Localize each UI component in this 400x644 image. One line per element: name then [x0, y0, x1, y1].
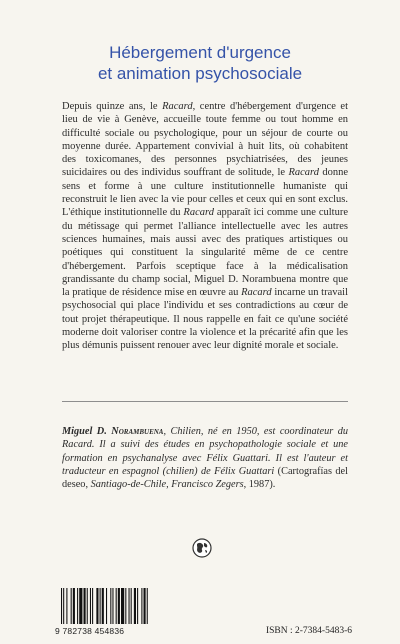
author-bio-work: (Cartografías del deseo,: [62, 465, 348, 491]
book-title-line2: et animation psychosociale: [97, 64, 303, 83]
isbn-number: ISBN : 2-7384-5483-6: [265, 626, 352, 636]
author-bio: [62, 425, 348, 491]
author-bio-publisher: Santiago-de-Chile, Francisco Zegers: [90, 479, 244, 491]
blurb-text: apparaît ici comme une culture du métissage qui permet l'alliance intellectuelle avec les autres sciences humaines, mais aussi avec des pratiques artistiques ou poétiques qui constituent la singularité même de ce centre d'hébergement. Parfois sceptique face à la médicalisation grandissante du champ social, Miguel D. Norambuena montre que la pratique de résidence mise en œuvre au: [62, 207, 348, 299]
blurb-emphasis: Racard: [183, 207, 214, 219]
book-title-line1: Hébergement d'urgence: [109, 43, 291, 62]
separator-rule: [62, 401, 348, 402]
blurb-emphasis: Racard: [241, 287, 272, 299]
blurb-emphasis: Racard: [288, 167, 319, 179]
blurb-text: , centre d'hébergement d'urgence et lieu de vie à Genève, accueille toute femme ou tout homme en difficulté sociale ou psychologique, pour un séjour de courte ou moyenne durée. Appartement convivial à huit lits, où cohabitent des toxicomanes, des personnes psychiatrisées, des jeunes suicidaires ou des individus souffrant de solitude, le: [62, 101, 349, 179]
author-bio-text: , Chilien, né en 1950, est coordinateur du Racard. Il a suivi des études en psychopathologie sociale et une formation en psychanalyse avec Félix Guattari. Il est l'auteur et traducteur en espagnol (chilien) de Félix Guattari: [62, 426, 348, 477]
blurb-text: incarne un travail psychosocial qui place l'individu et ses contradictions au cœur de tout projet thérapeutique. Il nous rappelle en fait ce qu'une société moderne doit valoriser contre la violence et la précarité afin que les plus démunis puissent renouer avec leur dignité morale et sociale.: [62, 287, 348, 352]
blurb-emphasis: Racard: [162, 101, 193, 112]
publisher-logo-icon: [192, 538, 212, 558]
barcode-icon: [60, 588, 150, 624]
author-bio-year: , 1987).: [243, 479, 276, 491]
author-name: Miguel D. Norambuena: [62, 426, 164, 437]
blurb-text: Depuis quinze ans, le: [62, 101, 163, 112]
blurb-text: donne sens et forme à une culture institutionnelle humaniste qui reconstruit le lien avec la vie pour celles et ceux qui en sont exclus. L'éthique institutionnelle du: [62, 167, 348, 219]
barcode-digits: 9 782738 454836: [55, 626, 125, 636]
back-cover-blurb: [62, 100, 348, 353]
